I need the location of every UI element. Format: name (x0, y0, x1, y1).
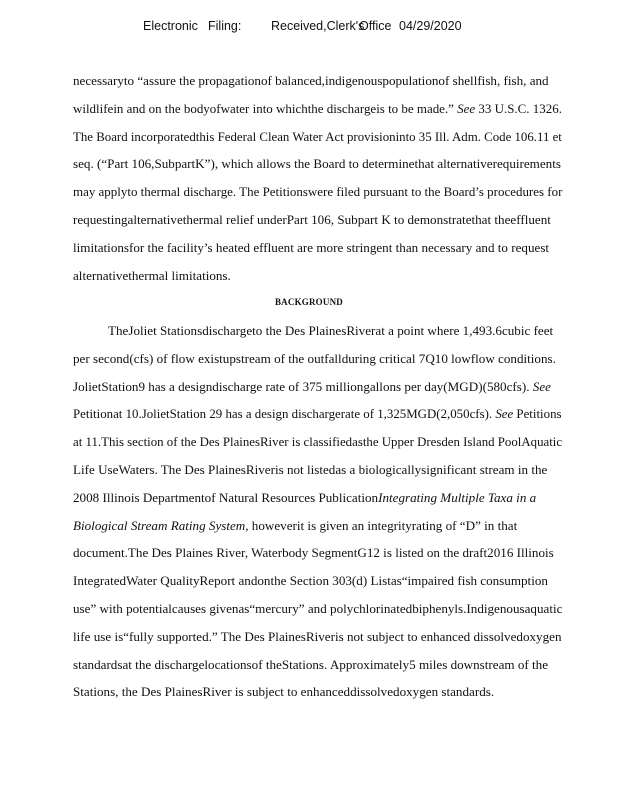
header-office: Office (359, 19, 392, 33)
text-line: necessaryto “assure the propagationof balanced,indigenouspopulationof shellfish, fish, and (73, 73, 549, 88)
header-filing: Filing: (208, 19, 242, 33)
text-line: alternativethermal limitations. (73, 267, 231, 283)
text-line: Biological Stream Rating System, howeverit is given an integrityrating of “D” in that (73, 517, 518, 533)
text-line: use” with potentialcauses givenas“mercury” and polychlorinatedbiphenyls.Indigenousaquatic (73, 601, 563, 616)
text-line: IntegratedWater QualityReport andonthe Section 303(d) Listas“impaired fish consumption (73, 573, 548, 589)
text-line: requestingalternativethermal relief underPart 106, Subpart K to demonstratethat theeffluent (73, 212, 551, 227)
header-received: Received,Clerk's (271, 19, 365, 33)
text-line: TheJoliet Stationsdischargeto the Des PlainesRiverat a point where 1,493.6cubic feet (108, 323, 554, 338)
text-line: Life UseWaters. The Des PlainesRiveris not listedas a biologicallysignificant stream in the (73, 462, 548, 477)
text-line: JolietStation9 has a designdischarge rate of 375 milliongallons per day(MGD)(580cfs). See (73, 378, 551, 394)
text-line: per second(cfs) of flow existupstream of the outfallduring critical 7Q10 lowflow conditions. (73, 350, 556, 366)
text-line: Petitionat 10.JolietStation 29 has a design dischargerate of 1,325MGD(2,050cfs). See Petitions (73, 406, 562, 422)
text-line: wildlifein and on the bodyofwater into whichthe dischargeis to be made.” See 33 U.S.C. 1326. (73, 100, 562, 116)
text-line: seq. (“Part 106,SubpartK”), which allows the Board to determinethat alternativerequirements (73, 156, 561, 172)
text-line: life use is“fully supported.” The Des PlainesRiveris not subject to enhanced dissolvedoxygen (73, 628, 562, 644)
header-date: 04/29/2020 (399, 19, 462, 33)
text-line: at 11.This section of the Des PlainesRiver is classifiedasthe Upper Dresden Island PoolAquatic (73, 434, 563, 450)
text-line: document.The Des Plaines River, Waterbody SegmentG12 is listed on the draft2016 Illinois (73, 545, 554, 561)
section-heading: BACKGROUND (274, 297, 343, 307)
text-line: The Board incorporatedthis Federal Clean Water Act provisioninto 35 Ill. Adm. Code 106.11 et (73, 128, 562, 144)
text-line: 2008 Illinois Departmentof Natural Resources PublicationIntegrating Multiple Taxa in a (73, 489, 537, 505)
header-electronic: Electronic (143, 19, 198, 33)
text-line: may applyto thermal discharge. The Petitionswere filed pursuant to the Board’s procedures for (73, 184, 563, 200)
text-line: limitationsfor the facility’s heated effluent are more stringent than necessary and to request (73, 239, 550, 255)
text-line: standardsat the dischargelocationsof theStations. Approximately5 miles downstream of the (73, 656, 549, 672)
text-line: Stations, the Des PlainesRiver is subject to enhanceddissolvedoxygen standards. (73, 684, 495, 700)
